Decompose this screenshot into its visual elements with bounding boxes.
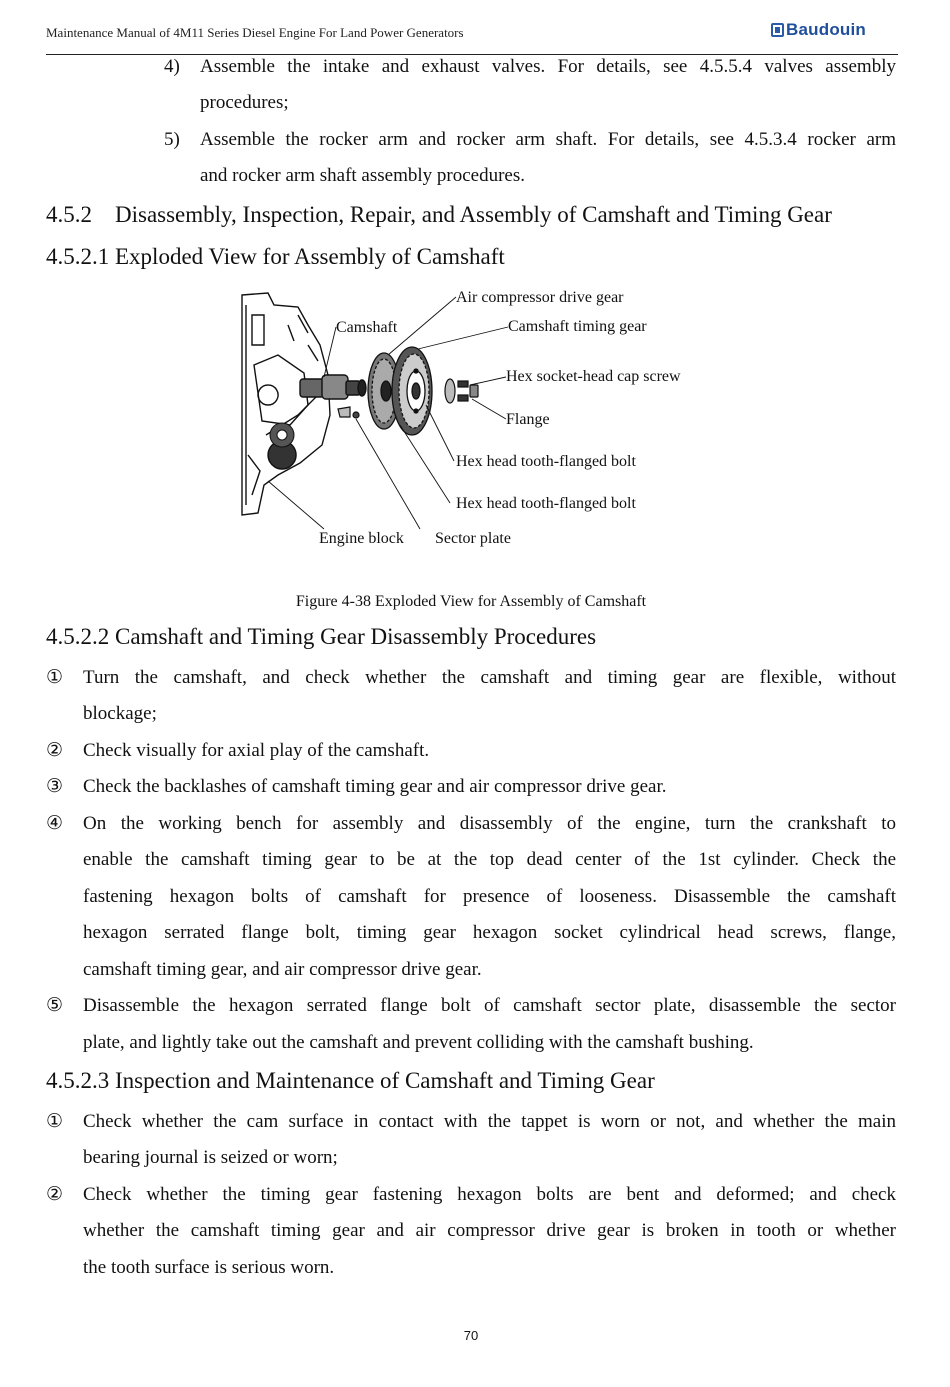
label-sector-plate: Sector plate — [435, 530, 511, 547]
step-line: camshaft timing gear, and air compressor drive gear. — [83, 959, 482, 980]
step-number: ③ — [46, 776, 64, 797]
header-title: Maintenance Manual of 4M11 Series Diesel Engine For Land Power Generators — [46, 25, 464, 40]
section-heading-4-5-2-3: 4.5.2.3 Inspection and Maintenance of Camshaft and Timing Gear — [46, 1068, 655, 1093]
section-heading-4-5-2-2: 4.5.2.2 Camshaft and Timing Gear Disassembly Procedures — [46, 624, 597, 649]
label-hex-head-bolt: Hex head tooth-flanged bolt — [456, 495, 636, 512]
brand-name: Baudouin — [786, 20, 866, 39]
list-item-line: procedures; — [200, 92, 289, 113]
brand-logo-icon — [771, 23, 784, 37]
step-line: enable the camshaft timing gear to be at the top dead center of the 1st cylinder. Check the — [83, 849, 896, 870]
step-line: blockage; — [83, 703, 157, 724]
step-line: bearing journal is seized or worn; — [83, 1147, 338, 1168]
step-line: the tooth surface is serious worn. — [83, 1257, 335, 1278]
step-number: ① — [46, 667, 64, 688]
list-item-line: Assemble the rocker arm and rocker arm shaft. For details, see 4.5.3.4 rocker arm — [200, 129, 896, 150]
step-number: ① — [46, 1111, 64, 1132]
exploded-view-figure — [238, 285, 718, 555]
step-line: On the working bench for assembly and disassembly of the engine, turn the crankshaft to — [83, 813, 896, 834]
label-flange: Flange — [506, 411, 550, 428]
step-line: Check visually for axial play of the camshaft. — [83, 740, 430, 761]
figure-caption: Figure 4-38 Exploded View for Assembly of Camshaft — [295, 593, 647, 610]
section-heading-4-5-2-1: 4.5.2.1 Exploded View for Assembly of Camshaft — [46, 244, 505, 269]
step-line: Check whether the timing gear fastening hexagon bolts are bent and deformed; and check — [83, 1184, 896, 1205]
step-line: Turn the camshaft, and check whether the camshaft and timing gear are flexible, without — [83, 667, 896, 688]
label-air-compressor-drive-gear: Air compressor drive gear — [456, 289, 624, 306]
step-line: whether the camshaft timing gear and air compressor drive gear is broken in tooth or whether — [83, 1220, 896, 1241]
section-heading-4-5-2: 4.5.2 Disassembly, Inspection, Repair, and Assembly of Camshaft and Timing Gear — [46, 202, 832, 227]
list-item-line: Assemble the intake and exhaust valves. For details, see 4.5.5.4 valves assembly — [200, 56, 896, 77]
step-line: hexagon serrated flange bolt, timing gear hexagon socket cylindrical head screws, flange, — [83, 922, 896, 943]
page-header — [46, 20, 898, 55]
list-number: 5) — [164, 129, 180, 150]
step-number: ② — [46, 740, 64, 761]
step-number: ⑤ — [46, 995, 64, 1016]
list-item-line: and rocker arm shaft assembly procedures. — [200, 165, 525, 186]
list-number: 4) — [164, 56, 180, 77]
step-line: Check the backlashes of camshaft timing gear and air compressor drive gear. — [83, 776, 667, 797]
step-number: ④ — [46, 813, 64, 834]
step-line: plate, and lightly take out the camshaft and prevent colliding with the camshaft bushing. — [83, 1032, 754, 1053]
label-hex-head-bolt: Hex head tooth-flanged bolt — [456, 453, 636, 470]
step-number: ② — [46, 1184, 64, 1205]
step-line: Check whether the cam surface in contact with the tappet is worn or not, and whether the main — [83, 1111, 896, 1132]
step-line: Disassemble the hexagon serrated flange bolt of camshaft sector plate, disassemble the sector — [83, 995, 896, 1016]
label-hex-socket-head-cap-screw: Hex socket-head cap screw — [506, 368, 681, 385]
label-camshaft-timing-gear: Camshaft timing gear — [508, 318, 647, 335]
page-number: 70 — [463, 1328, 479, 1343]
step-line: fastening hexagon bolts of camshaft for presence of looseness. Disassemble the camshaft — [83, 886, 896, 907]
label-engine-block: Engine block — [319, 530, 404, 547]
brand-logo — [771, 20, 866, 40]
label-camshaft: Camshaft — [336, 319, 398, 336]
